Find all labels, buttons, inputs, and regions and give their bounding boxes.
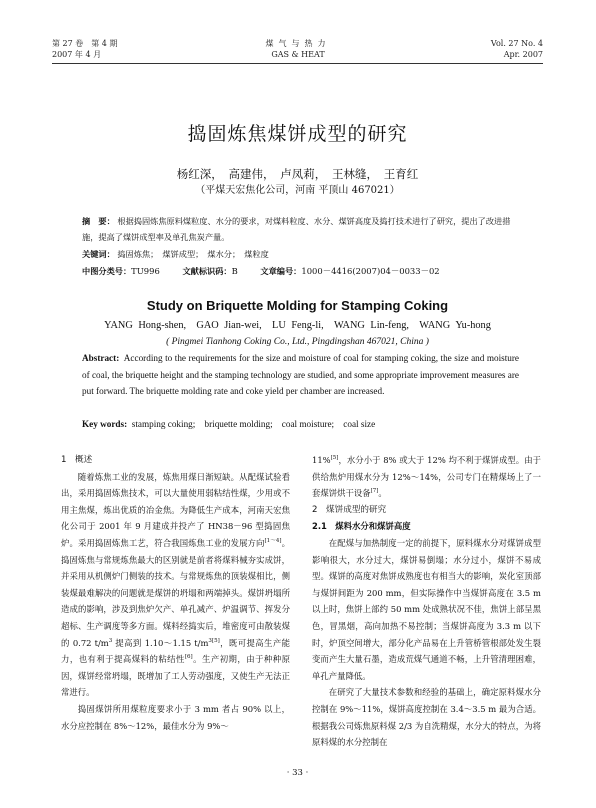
citation: [7] <box>370 488 379 495</box>
page-number: · 33 · <box>286 768 309 778</box>
body-paragraph: 随着炼焦工业的发展，炼焦用煤日渐短缺。从配煤试验看出，采用捣固炼焦技术，可以大量使用弱粘结性煤，少用或不用主焦煤，炼出优质的冶金焦。为降低生产成本，河南天宏焦化公司于 2001 年 9 月建成并投产了 HN38－96 型捣固焦炉。采用捣固炼焦工艺，符合我国炼焦工业的发展方向[1～4]。捣固炼焦与常规炼焦最大的区别就是前者将煤料械夯实成饼，并采用从机侧炉门侧装的技术。与常规炼焦的顶装煤相比，侧装煤最难解决的问题就是煤饼的坍塌和两端掉头。煤饼坍塌所造成的影响，涉及到焦炉欠产、单孔减产、炉温调节、挥发分超标、生产调度等多方面。煤料经捣实后，堆密度可由散装煤的 0.72 $t/m^3$ 提高到 1.10～1.15 $t/m^{3[5]}$，既可提高生产能力，也有利于提高煤料的粘结性[6]。生产初期，由于种种原因，煤饼经常坍塌，既增加了工人劳动强度，又使生产无法正常进行。 <box>61 471 291 698</box>
english-keywords-label: Key words: <box>82 419 128 429</box>
english-authors: YANG Hong-shen, GAO Jian-wei, LU Feng-li, WANG Lin-feng, WANG Yu-hong <box>104 320 491 331</box>
doc-code-label: 文献标识码： <box>182 266 232 276</box>
citation: [5] <box>330 455 339 462</box>
journal-name <box>200 38 396 60</box>
body-column-left <box>61 452 290 734</box>
abstract-cn-label: 摘 要： <box>82 216 115 226</box>
section-2-heading: 2 煤饼成型的研究 <box>312 504 387 515</box>
abstract-cn <box>82 214 519 245</box>
paper-title: 捣固炼焦煤饼成型的研究 <box>187 123 408 145</box>
section-2-1-heading: 2.1 煤料水分和煤饼高度 <box>312 521 411 532</box>
body-column-right <box>312 452 541 751</box>
classification-line <box>82 264 519 280</box>
section-1-heading: 1 概述 <box>61 455 93 465</box>
body-paragraph: 捣固煤饼所用煤粒度要求小于 3 mm 者占 90% 以上，水分应控制在 8%～12%，最佳水分为 9%～ <box>61 703 290 731</box>
citation: [6] <box>184 654 193 661</box>
citation: [1～4] <box>264 538 282 545</box>
english-abstract-label: Abstract: <box>82 353 120 363</box>
body-paragraph-continued: 11%[5]，水分小于 8% 或大于 12% 均不利于煤饼成型。由于供给焦炉用煤水分为 12%～14%，公司专门在精煤场上了一套煤饼烘干设备[7]。 <box>312 455 541 499</box>
abstract-cn-text: 根据捣固炼焦原料煤粒度、水分的要求，对煤料粒度、水分、煤饼高度及捣打技术进行了研究，提出了改进措施，提高了煤饼成型率及单孔焦炭产量。 <box>82 216 511 242</box>
keywords-cn-label: 关键词： <box>82 249 115 259</box>
clc-value: TU996 <box>131 266 160 276</box>
english-keywords-text: stamping coking; briquette molding; coal moisture; coal size <box>131 419 376 429</box>
keywords-cn <box>82 247 519 263</box>
english-title: Study on Briquette Molding for Stamping Coking <box>146 298 449 313</box>
issue-date: 2007 年 4 月 <box>52 50 102 59</box>
english-abstract-text: According to the requirements for the size and moisture of coal for stamping coking, the size and moisture of coal, the briquette height and the stamping technology are studied, and some appropriate improvement measures are put forward. The briquette molding rate and coke yield per chamber are increased. <box>82 353 520 396</box>
article-id-label: 文章编号： <box>260 266 302 276</box>
doc-code-value: B <box>231 266 238 276</box>
affiliation: （平煤天宏焦化公司，河南 平顶山 467021） <box>195 185 400 196</box>
author-list: 杨红深， 高建伟， 卢凤莉， 王林缝， 王育红 <box>176 167 419 181</box>
journal-name-en: GAS & HEAT <box>271 50 325 59</box>
date-en: Apr. 2007 <box>503 50 543 59</box>
header-rule <box>52 63 543 64</box>
volume-en: Vol. 27 No. 4 <box>490 39 543 48</box>
clc-label: 中图分类号： <box>82 266 132 276</box>
journal-volume-en <box>491 38 543 60</box>
keywords-cn-text: 捣固炼焦； 煤饼成型； 煤水分； 煤粒度 <box>117 249 269 259</box>
english-affiliation: ( Pingmei Tianhong Coking Co., Ltd., Pingdingshan 467021, China ) <box>166 337 429 347</box>
journal-name-cn: 煤气与热力 <box>265 39 331 48</box>
citation: [5] <box>211 637 220 644</box>
body-paragraph: 在配煤与加热制度一定的前提下，原料煤水分对煤饼成型影响很大，水分过大，煤饼易倒塌；水分过小，煤饼不易成型。煤饼的高度对焦饼成熟度也有相当大的影响，炭化室顶部与煤饼间距为 200 mm，但实际操作中当煤饼高度在 3.5 m 以上时，焦饼上部约 50 mm 处成熟状况不佳，焦饼上部呈黑色，冒黑烟，高向加热不易控制；当煤饼高度为 3.3 m 以下时，炉顶空间增大，部分化产品易在上升管桥管根部处发生裂变而产生大量石墨，造成荒煤气通道不畅，上升管清理困难，单孔产量降低。 <box>312 537 541 681</box>
volume-issue: 第 27 卷 第 4 期 <box>52 39 118 48</box>
article-id-value: 1000－4416(2007)04－0033－02 <box>301 266 440 276</box>
body-paragraph: 在研究了大量技术参数和经验的基础上，确定原料煤水分控制在 9%～11%，煤饼高度控制在 3.4～3.5 m 最为合适。根据我公司炼焦原料煤 2/3 为自洗精煤，水分大的特点，为将原料煤的水分控制在 <box>312 687 541 748</box>
english-abstract <box>82 350 519 400</box>
journal-issue <box>52 38 117 60</box>
english-keywords <box>82 416 519 433</box>
